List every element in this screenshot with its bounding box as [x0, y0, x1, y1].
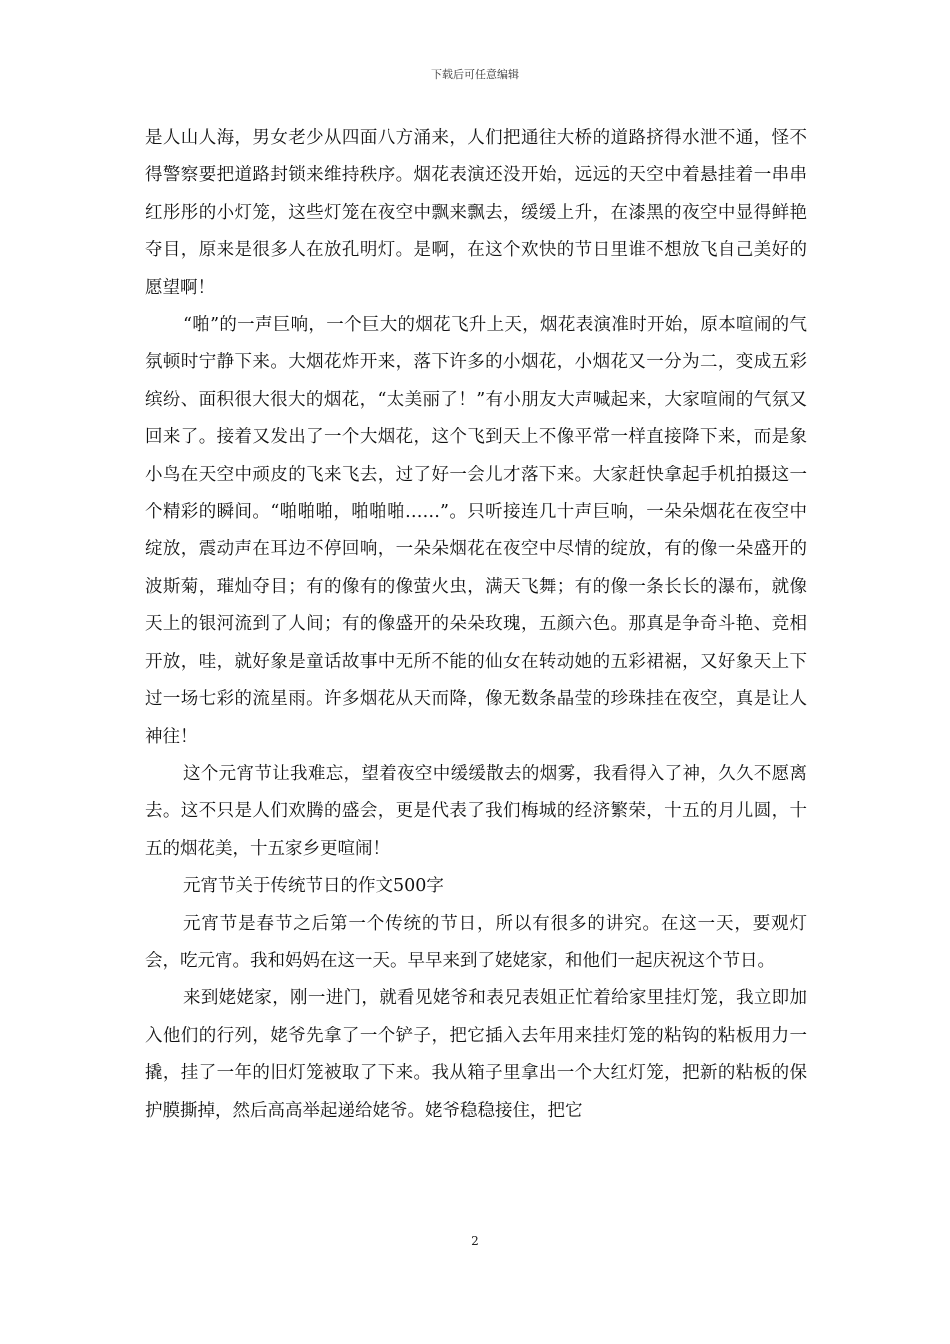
paragraph-1: 是人山人海，男女老少从四面八方涌来，人们把通往大桥的道路挤得水泄不通，怪不得警察要把道路封锁来维持秩序。烟花表演还没开始，远远的天空中着悬挂着一串串红彤彤的小灯笼，这些灯笼在夜空中飘来飘去，缓缓上升，在漆黑的夜空中显得鲜艳夺目，原来是很多人在放孔明灯。是啊，在这个欢快的节日里谁不想放飞自己美好的愿望啊！	[145, 128, 807, 298]
page-header: 下载后可任意编辑	[431, 68, 519, 81]
paragraph-5: 来到姥姥家，刚一进门，就看见姥爷和表兄表姐正忙着给家里挂灯笼，我立即加入他们的行列，姥爷先拿了一个铲子，把它插入去年用来挂灯笼的粘钩的粘板用力一撬，挂了一年的旧灯笼被取了下来。我从箱子里拿出一个大红灯笼，把新的粘板的保护膜撕掉，然后高高举起递给姥爷。姥爷稳稳接住，把它	[145, 988, 807, 1121]
document-body	[145, 120, 807, 1130]
section-heading: 元宵节关于传统节日的作文500字	[183, 876, 444, 897]
paragraph-2: “啪”的一声巨响，一个巨大的烟花飞升上天，烟花表演准时开始，原本喧闹的气氛顿时宁静下来。大烟花炸开来，落下许多的小烟花，小烟花又一分为二，变成五彩缤纷、面积很大很大的烟花，“太美丽了！”有小朋友大声喊起来，大家喧闹的气氛又回来了。接着又发出了一个大烟花，这个飞到天上不像平常一样直接降下来，而是象小鸟在天空中顽皮的飞来飞去，过了好一会儿才落下来。大家赶快拿起手机拍摄这一个精彩的瞬间。“啪啪啪，啪啪啪……”。只听接连几十声巨响，一朵朵烟花在夜空中绽放，震动声在耳边不停回响，一朵朵烟花在夜空中尽情的绽放，有的像一朵盛开的波斯菊，璀灿夺目；有的像有的像萤火虫，满天飞舞；有的像一条长长的瀑布，就像天上的银河流到了人间；有的像盛开的朵朵玫瑰，五颜六色。那真是争奇斗艳、竞相开放，哇，就好象是童话故事中无所不能的仙女在转动她的五彩裙裾，又好象天上下过一场七彩的流星雨。许多烟花从天而降，像无数条晶莹的珍珠挂在夜空，真是让人神往！	[145, 315, 807, 747]
page-number: 2	[471, 1234, 479, 1248]
paragraph-3: 这个元宵节让我难忘，望着夜空中缓缓散去的烟雾，我看得入了神，久久不愿离去。这不只是人们欢腾的盛会，更是代表了我们梅城的经济繁荣，十五的月儿圆，十五的烟花美，十五家乡更喧闹！	[145, 763, 807, 859]
paragraph-4: 元宵节是春节之后第一个传统的节日，所以有很多的讲究。在这一天，要观灯会，吃元宵。我和妈妈在这一天。早早来到了姥姥家，和他们一起庆祝这个节日。	[145, 913, 807, 971]
